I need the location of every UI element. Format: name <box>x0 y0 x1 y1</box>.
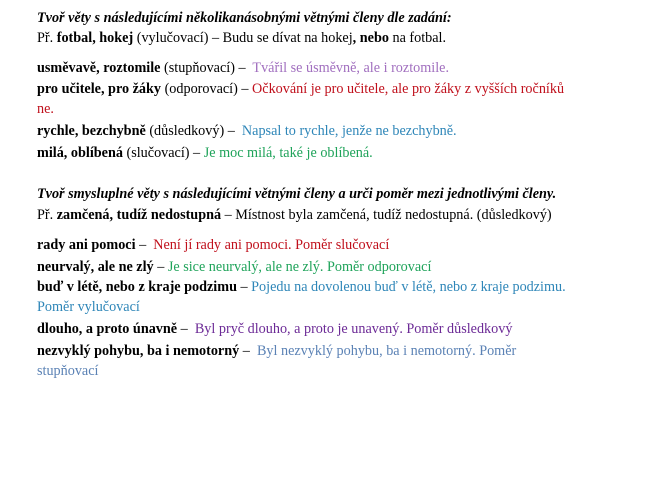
item-dash: – <box>139 237 147 253</box>
item-terms: neurvalý, ale ne zlý <box>37 259 154 275</box>
section1-example <box>37 29 446 47</box>
item-type: (slučovací) – <box>126 145 201 161</box>
example-conjunction: , nebo <box>352 30 389 46</box>
item-answer: Je moc milá, také je oblíbená. <box>203 145 373 161</box>
section2-example <box>37 206 552 224</box>
item-terms: usměvavě, roztomile <box>37 60 161 76</box>
example-rest: – Místnost byla zamčená, tudíž nedostupná. (důsledkový) <box>224 207 552 223</box>
item-answer: Očkování je pro učitele, ale pro žáky z vyšších ročníků <box>252 81 565 97</box>
item-answer: Tvářil se úsměvně, ale i roztomile. <box>252 60 449 76</box>
exercise-item <box>37 59 449 77</box>
exercise-item <box>37 258 431 276</box>
item-terms: pro učitele, pro žáky <box>37 81 162 97</box>
example-sentence: – Budu se dívat na hokej <box>211 30 353 46</box>
item-answer: Není jí rady ani pomoci. Poměr slučovací <box>153 237 390 253</box>
example-rest: na fotbal. <box>392 30 447 46</box>
item-terms: nezvyklý pohybu, ba i nemotorný <box>37 343 240 359</box>
exercise-item <box>37 122 457 140</box>
item-answer-continuation: Poměr vylučovací <box>37 299 140 315</box>
item-answer: Pojedu na dovolenou buď v létě, nebo z kraje podzimu. <box>251 279 566 295</box>
item-terms: rychle, bezchybně <box>37 123 146 139</box>
exercise-item <box>37 278 566 296</box>
item-answer: Je sice neurvalý, ale ne zlý. Poměr odporovací <box>167 259 432 275</box>
item-type: (odporovací) – <box>164 81 249 97</box>
item-answer: Byl nezvyklý pohybu, ba i nemotorný. Poměr <box>256 343 517 359</box>
item-terms: dlouho, a proto únavně <box>37 321 178 337</box>
item-dash: – <box>242 343 250 359</box>
item-dash: – <box>180 321 188 337</box>
item-answer: Napsal to rychle, jenže ne bezchybně. <box>241 123 457 139</box>
item-terms: rady ani pomoci <box>37 237 136 253</box>
item-terms: milá, oblíbená <box>37 145 123 161</box>
exercise-item <box>37 80 564 98</box>
exercise-item <box>37 236 389 254</box>
item-answer-continuation: stupňovací <box>37 363 99 379</box>
example-prefix: Př. <box>37 207 54 223</box>
example-terms: fotbal, hokej <box>56 30 134 46</box>
section1-heading: Tvoř věty s následujícími několikanásobnými větnými členy dle zadání: <box>37 10 452 26</box>
exercise-item <box>37 144 373 162</box>
example-prefix: Př. <box>37 30 54 46</box>
example-type: (vylučovací) <box>136 30 209 46</box>
item-dash: – <box>240 279 248 295</box>
exercise-item <box>37 342 516 360</box>
example-terms: zamčená, tudíž nedostupná <box>56 207 222 223</box>
section2-heading: Tvoř smysluplné věty s následujícími větnými členy a urči poměr mezi jednotlivými členy. <box>37 186 557 202</box>
item-answer: Byl pryč dlouho, a proto je unavený. Poměr důsledkový <box>194 321 513 337</box>
exercise-item <box>37 320 512 338</box>
item-type: (důsledkový) – <box>149 123 235 139</box>
item-dash: – <box>157 259 165 275</box>
item-terms: buď v létě, nebo z kraje podzimu <box>37 279 237 295</box>
item-type: (stupňovací) – <box>164 60 246 76</box>
item-answer-continuation: ne. <box>37 101 54 117</box>
